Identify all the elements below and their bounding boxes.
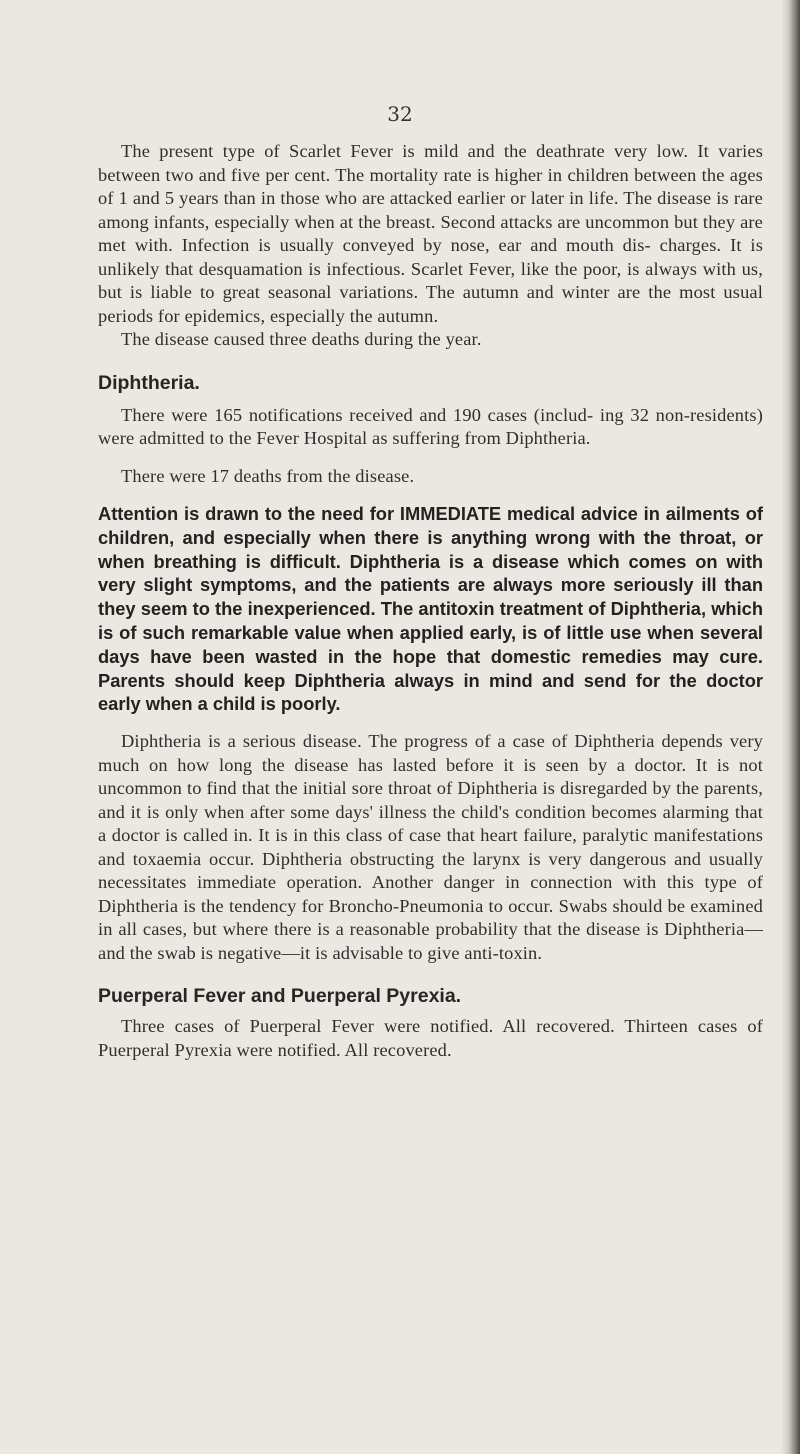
diphtheria-deaths: There were 17 deaths from the disease.	[121, 465, 415, 486]
puerperal-paragraph: Three cases of Puerperal Fever were notified. All recovered. Thirteen cases of Puerperal Pyrexia were notified. All recovered.	[98, 1016, 763, 1060]
puerperal-heading: Puerperal Fever and Puerperal Pyrexia.	[98, 985, 462, 1008]
diphtheria-heading: Diphtheria.	[98, 371, 200, 394]
diphtheria-notifications: There were 165 notifications received and 190 cases (includ- ing 32 non-residents) were admitted to the Fever Hospital as suffering from Diphtheria.	[98, 404, 763, 448]
scarlet-fever-deaths: The disease caused three deaths during the year.	[121, 329, 482, 349]
diphtheria-attention-notice: Attention is drawn to the need for IMMEDIATE medical advice in ailments of children, and especially when there is anything wrong with the throat, or when breathing is difficult. Diphtheria is a disease which comes on with very slight symptoms, and the patients are always more seriously ill than they seem to the inexperienced. The antitoxin treatment of Diphtheria, which is of such remarkable value when applied early, is of little use when several days have been wasted in the hope that domestic remedies may cure. Parents should keep Diphtheria always in mind and send for the doctor early when a child is poorly.	[98, 503, 763, 715]
scarlet-fever-paragraph: The present type of Scarlet Fever is mild and the deathrate very low. It varies between two and five per cent. The mortality rate is higher in children between the ages of 1 and 5 years than in those who are attacked earlier or later in life. The disease is rare among infants, especially when at the breast. Second attacks are uncommon but they are met with. Infection is usually conveyed by nose, ear and mouth dis- charges. It is unlikely that desquamation is infectious. Scarlet Fever, like the poor, is always with us, but is liable to great seasonal variations. The autumn and winter are the most usual periods for epidemics, especially the autumn.	[98, 141, 763, 326]
page-content	[98, 140, 763, 1062]
book-spine-shadow	[782, 0, 800, 1454]
diphtheria-serious-disease: Diphtheria is a serious disease. The progress of a case of Diphtheria depends very much on how long the disease has lasted before it is seen by a doctor. It is not uncommon to find that the initial sore throat of Diphtheria is disregarded by the parents, and it is only when after some days' illness the child's condition becomes alarming that a doctor is called in. It is in this class of case that heart failure, paralytic manifestations and toxaemia occur. Diphtheria obstructing the larynx is very dangerous and usually necessitates immediate operation. Another danger in connection with this type of Diphtheria is the tendency for Broncho-Pneumonia to occur. Swabs should be examined in all cases, but where there is a reasonable probability that the disease is Diphtheria—and the swab is negative—it is advisable to give anti-toxin.	[98, 731, 763, 963]
page-number: 32	[387, 102, 413, 126]
